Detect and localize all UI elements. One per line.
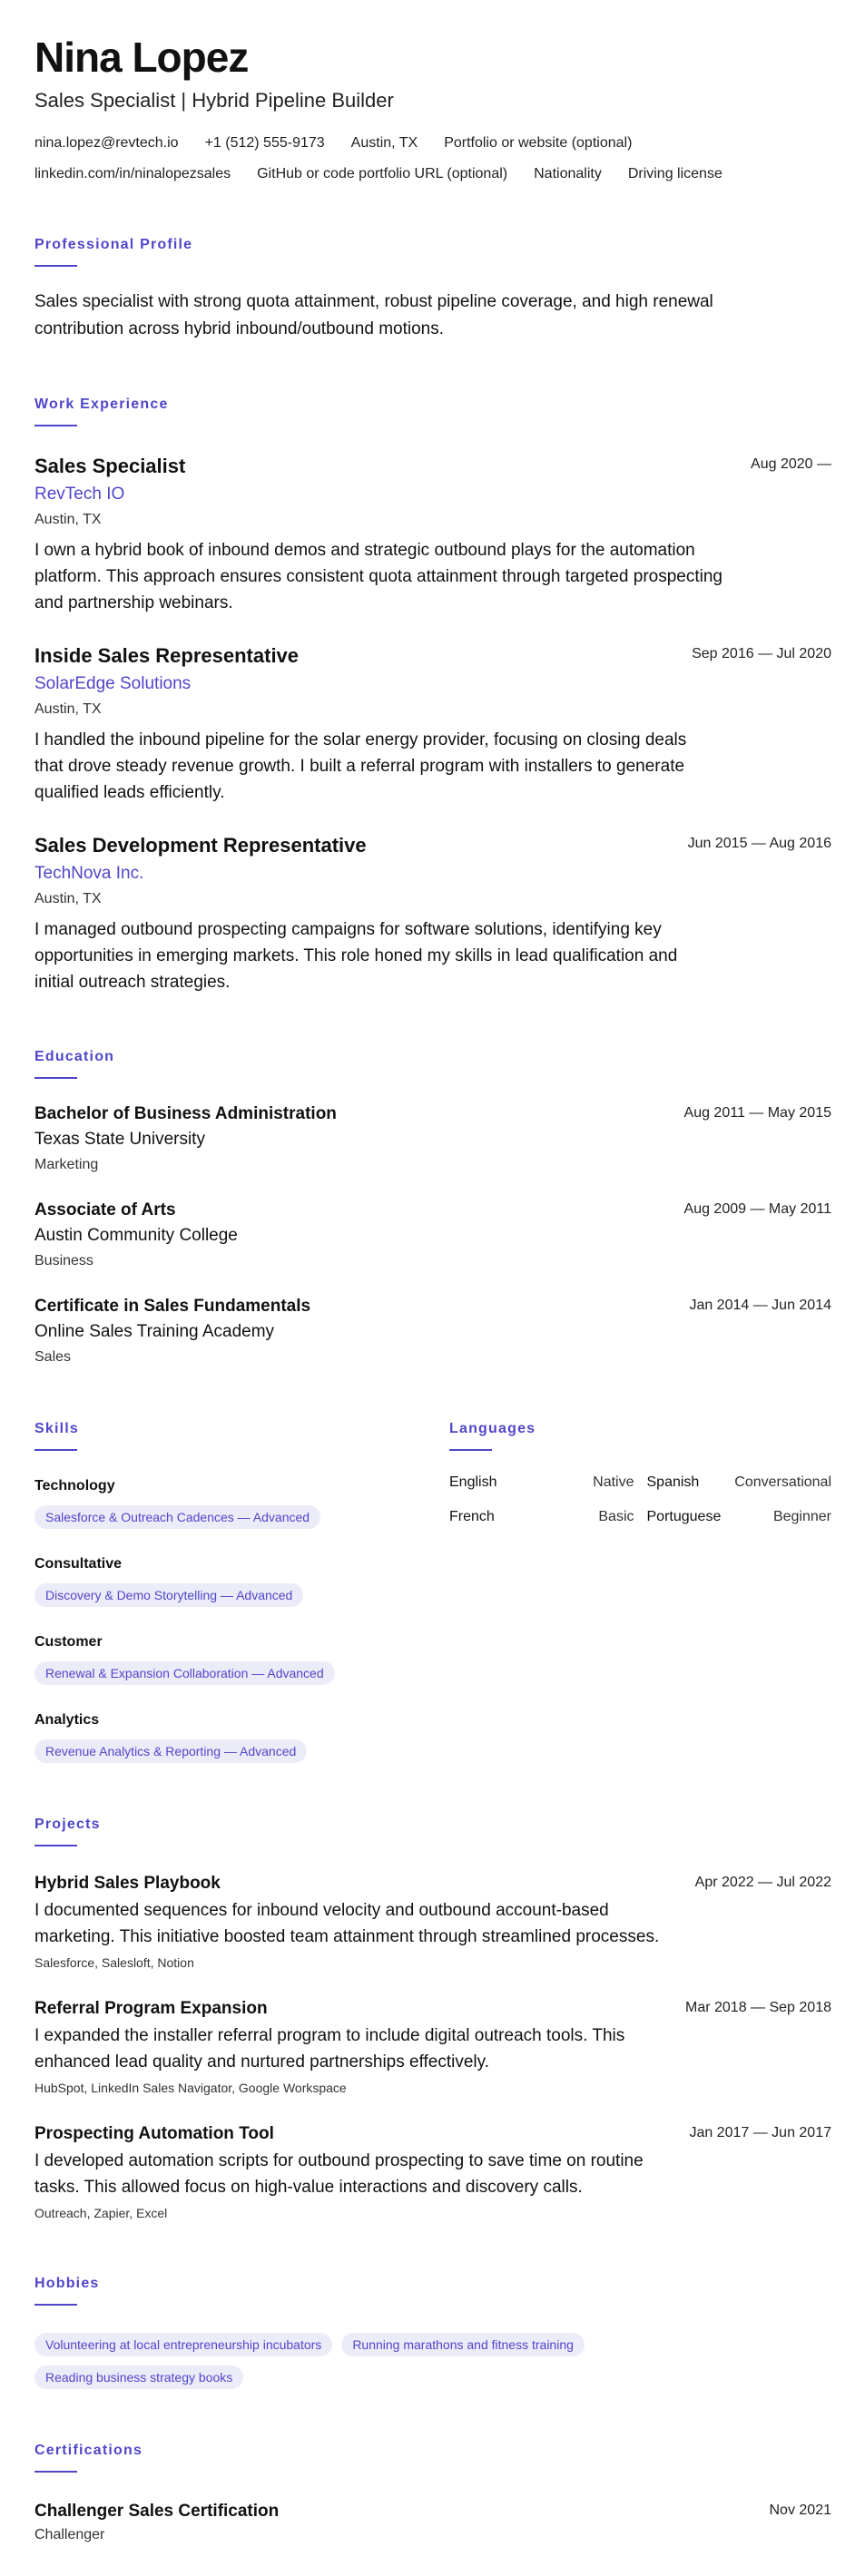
job-description: I own a hybrid book of inbound demos and strategic outbound plays for the automation platform. This approach ensures consistent quota attainment through targeted prospecting and partnership webinars.: [34, 541, 722, 612]
section-divider: [34, 265, 77, 267]
job-description: I handled the inbound pipeline for the solar energy provider, focusing on closing deals that drove steady revenue growth. I built a referral program with installers to generate qualified leads efficiently.: [34, 730, 687, 802]
linkedin-link[interactable]: linkedin.com/in/ninalopezsales: [34, 166, 231, 181]
section-title: Hobbies: [34, 2276, 100, 2291]
section-divider: [34, 1449, 77, 1451]
language-item: [449, 1507, 634, 1527]
project-tools: Salesforce, Salesloft, Notion: [34, 1955, 194, 1970]
education-dates: Aug 2009 — May 2011: [683, 1201, 831, 1217]
job-title: Sales Specialist: [34, 455, 186, 477]
hobbies-section: [34, 2275, 831, 2389]
field-of-study: Business: [34, 1253, 93, 1268]
project-entry: [34, 1872, 831, 1972]
certification-entry: [34, 2500, 831, 2545]
section-title: Education: [34, 1049, 115, 1064]
job-description: I managed outbound prospecting campaigns for software solutions, identifying key opportunities in emerging markets. This role honed my skills in lead qualification and initial outreach strategies.: [34, 920, 678, 992]
skill-group: [34, 1632, 449, 1685]
field-of-study: Marketing: [34, 1157, 99, 1172]
skill-category: Technology: [34, 1478, 115, 1494]
job-title: Sales Development Representative: [34, 834, 367, 857]
candidate-name: Nina Lopez: [34, 34, 249, 81]
field-of-study: Sales: [34, 1349, 72, 1365]
email-link[interactable]: nina.lopez@revtech.io: [34, 135, 179, 151]
project-entry: [34, 2122, 831, 2222]
degree: Bachelor of Business Administration: [34, 1104, 337, 1123]
project-description: I documented sequences for inbound velocity and outbound account-based marketing. This initiative boosted team attainment through streamlined processes.: [34, 1901, 660, 1946]
project-name: Prospecting Automation Tool: [34, 2124, 274, 2143]
hobby-chip: Reading business strategy books: [34, 2365, 243, 2389]
skill-group: [34, 1476, 449, 1529]
language-name: Spanish: [646, 1474, 700, 1490]
job-dates: Aug 2020 —: [751, 456, 831, 472]
project-name: Hybrid Sales Playbook: [34, 1874, 221, 1893]
project-tools: Outreach, Zapier, Excel: [34, 2206, 168, 2220]
job-entry: [34, 643, 831, 806]
section-title: Skills: [34, 1421, 80, 1436]
skill-category: Consultative: [34, 1556, 123, 1572]
project-tools: HubSpot, LinkedIn Sales Navigator, Google Workspace: [34, 2081, 347, 2095]
section-title: Professional Profile: [34, 237, 193, 252]
language-level: Native: [593, 1474, 634, 1490]
portfolio-link[interactable]: Portfolio or website (optional): [444, 135, 633, 151]
project-dates: Jan 2017 — Jun 2017: [689, 2125, 831, 2140]
contact-row-1: [34, 134, 831, 152]
languages-section: [449, 1420, 831, 1763]
job-location: Austin, TX: [34, 701, 102, 717]
job-company: RevTech IO: [34, 485, 125, 504]
skill-group: [34, 1710, 449, 1763]
project-dates: Apr 2022 — Jul 2022: [694, 1875, 831, 1890]
certification-date: Nov 2021: [769, 2503, 831, 2518]
phone-link[interactable]: +1 (512) 555-9173: [204, 135, 325, 151]
section-divider: [449, 1449, 492, 1451]
section-divider: [34, 425, 77, 426]
skills-section: [34, 1420, 449, 1763]
certifications-section: [34, 2442, 831, 2545]
education-dates: Aug 2011 — May 2015: [683, 1105, 831, 1121]
languages-grid: [449, 1473, 831, 1542]
education-dates: Jan 2014 — Jun 2014: [689, 1298, 831, 1313]
job-entry: [34, 833, 831, 995]
profile-text: Sales specialist with strong quota attainment, robust pipeline coverage, and high renewal contribution across hybrid inbound/outbound motions.: [34, 292, 713, 338]
language-level: Beginner: [772, 1509, 831, 1524]
section-title: Certifications: [34, 2443, 143, 2458]
section-divider: [34, 1077, 77, 1079]
skill-group: [34, 1554, 449, 1607]
job-dates: Sep 2016 — Jul 2020: [692, 646, 831, 661]
project-dates: Mar 2018 — Sep 2018: [685, 2000, 831, 2015]
project-description: I expanded the installer referral program to include digital outreach tools. This enhanced lead quality and nurtured partnerships effectively.: [34, 2026, 625, 2072]
skill-chip: Discovery & Demo Storytelling — Advanced: [34, 1583, 303, 1607]
language-item: [647, 1507, 832, 1527]
skill-chip: Renewal & Expansion Collaboration — Advanced: [34, 1661, 335, 1685]
job-dates: Jun 2015 — Aug 2016: [687, 836, 831, 851]
driving-license: Driving license: [627, 166, 722, 181]
language-item: [449, 1473, 634, 1493]
education-section: [34, 1048, 831, 1367]
job-entry: [34, 454, 831, 616]
contact-row-2: [34, 165, 831, 183]
job-location: Austin, TX: [34, 891, 102, 906]
job-title: Inside Sales Representative: [34, 644, 300, 667]
skill-chip: Salesforce & Outreach Cadences — Advanced: [34, 1505, 320, 1529]
language-item: [647, 1473, 832, 1493]
certification-name: Challenger Sales Certification: [34, 2502, 280, 2521]
hobby-list: [34, 2324, 724, 2389]
skills-languages-row: [34, 1420, 831, 1763]
certification-issuer: Challenger: [34, 2527, 105, 2542]
projects-section: [34, 1816, 831, 2222]
language-level: Conversational: [734, 1474, 831, 1490]
job-company: SolarEdge Solutions: [34, 674, 192, 693]
school: Online Sales Training Academy: [34, 1322, 275, 1341]
skill-chip: Revenue Analytics & Reporting — Advanced: [34, 1739, 307, 1763]
education-entry: [34, 1102, 831, 1175]
job-location: Austin, TX: [34, 512, 102, 527]
language-level: Basic: [598, 1509, 634, 1524]
github-link[interactable]: GitHub or code portfolio URL (optional): [257, 166, 508, 181]
education-entry: [34, 1199, 831, 1271]
school: Austin Community College: [34, 1226, 238, 1245]
language-name: English: [449, 1474, 497, 1490]
education-entry: [34, 1295, 831, 1367]
section-divider: [34, 2471, 77, 2473]
section-divider: [34, 1845, 77, 1846]
job-company: TechNova Inc.: [34, 864, 144, 883]
nationality: Nationality: [534, 166, 602, 181]
school: Texas State University: [34, 1130, 205, 1149]
section-title: Languages: [449, 1421, 536, 1436]
hobby-chip: Running marathons and fitness training: [341, 2333, 585, 2356]
experience-section: [34, 396, 831, 995]
project-entry: [34, 1997, 831, 2097]
section-title: Projects: [34, 1817, 101, 1832]
degree: Associate of Arts: [34, 1200, 176, 1219]
skill-category: Analytics: [34, 1712, 100, 1728]
skill-category: Customer: [34, 1634, 103, 1650]
hobby-chip: Volunteering at local entrepreneurship incubators: [34, 2333, 332, 2356]
project-description: I developed automation scripts for outbound prospecting to save time on routine tasks. This allowed focus on high-value interactions and discovery calls.: [34, 2151, 644, 2197]
section-title: Work Experience: [34, 397, 169, 412]
language-name: French: [449, 1509, 495, 1524]
degree: Certificate in Sales Fundamentals: [34, 1297, 311, 1316]
language-name: Portuguese: [646, 1509, 722, 1524]
headline: Sales Specialist | Hybrid Pipeline Builder: [34, 89, 394, 112]
project-name: Referral Program Expansion: [34, 1999, 268, 2018]
section-divider: [34, 2304, 77, 2306]
profile-section: [34, 236, 831, 343]
location: Austin, TX: [350, 135, 418, 151]
